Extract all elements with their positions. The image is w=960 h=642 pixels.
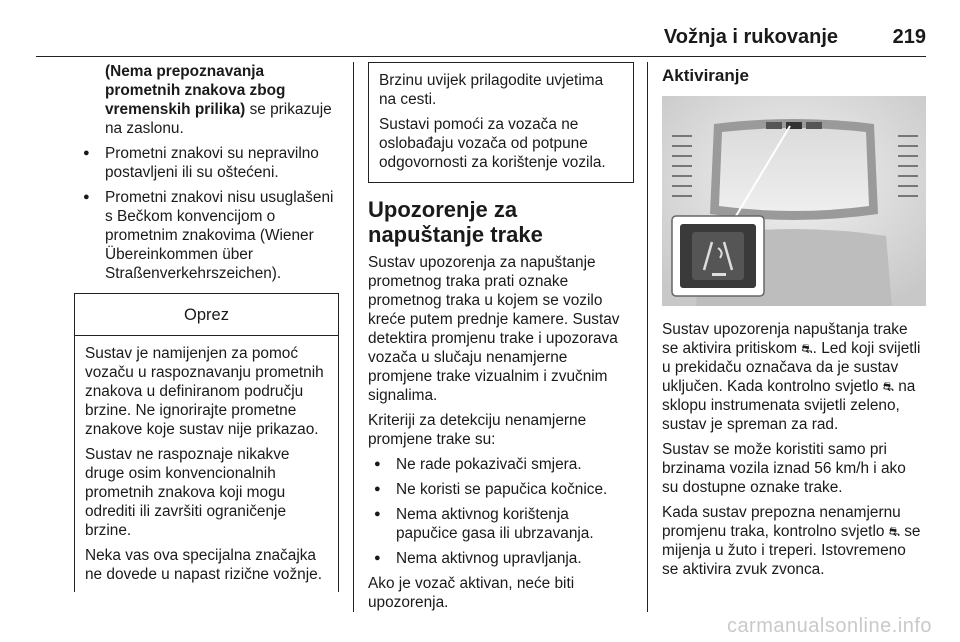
column-divider-2 bbox=[647, 62, 648, 612]
text-run: Sustav upozorenja napuštanja trake se aktivira pritiskom bbox=[662, 321, 908, 357]
caution-title: Oprez bbox=[75, 294, 338, 336]
continuation-rest: se prikazuje na zaslonu. bbox=[105, 101, 332, 137]
lane-departure-icon: ⛐ bbox=[801, 341, 813, 356]
caution-paragraph: Sustavi pomoći za vozača ne oslobađaju vozača od potpune odgovornosti za korištenje vozila. bbox=[379, 116, 606, 171]
criteria-intro: Kriteriji za detekciju nenamjerne promjene trake su: bbox=[368, 412, 587, 448]
dashboard-illustration-svg bbox=[662, 96, 926, 306]
caution-paragraph: Brzinu uvijek prilagodite uvjetima na cesti. bbox=[379, 72, 604, 108]
text-run: Kada sustav prepozna nenamjernu promjenu traka, kontrolno svjetlo bbox=[662, 504, 901, 540]
list-item: ● Nema aktivnog korištenja papučice gasa ili ubrzavanja. bbox=[368, 505, 634, 543]
activation-paragraph bbox=[662, 320, 926, 434]
criteria-list bbox=[368, 455, 634, 568]
column-1 bbox=[77, 62, 339, 592]
caution-box bbox=[74, 293, 339, 592]
continuation-bold: (Nema prepoznavanja prometnih znakova zbog vremenskih prilika) bbox=[105, 63, 286, 118]
section-heading: Aktiviranje bbox=[662, 66, 749, 85]
column-2 bbox=[368, 62, 634, 618]
text-run: se mijenja u žuto i treperi. Istovremeno se aktivira zvuk zvonca. bbox=[662, 523, 921, 578]
text-run: na sklopu instrumenata svijetli zeleno, sustav je spreman za rad. bbox=[662, 378, 916, 433]
intro-paragraph: Sustav upozorenja za napuštanje prometnog traka prati oznake prometnog traka u kojem se vozilo kreće putem prednje kamere. Sustav detektira promjenu trake i upozorava vozača u slučaju nenamjerne promjene trake vizualnim i zvučnim signalima. bbox=[368, 254, 620, 404]
column-3 bbox=[662, 62, 926, 585]
lane-departure-icon: ⛐ bbox=[882, 379, 894, 394]
continuation-text bbox=[77, 62, 339, 138]
lane-departure-icon: ⛐ bbox=[888, 524, 900, 539]
list-item: ● Prometni znakovi su nepravilno postavljeni ili su oštećeni. bbox=[77, 144, 339, 182]
list-item: ● Nema aktivnog upravljanja. bbox=[368, 549, 634, 568]
column-divider-1 bbox=[353, 62, 354, 612]
caution-box-continued bbox=[368, 62, 634, 183]
warning-paragraph bbox=[662, 503, 926, 579]
list-item: ● Ne koristi se papučica kočnice. bbox=[368, 480, 634, 499]
text-run: . Led koji svijetli u prekidaču označava da je sustav uključen. Kada kontrolno svjetlo bbox=[662, 340, 921, 395]
speed-paragraph: Sustav se može koristiti samo pri brzinama vozila iznad 56 km/h i ako su dostupne oznake trake. bbox=[662, 441, 906, 496]
header-rule bbox=[36, 56, 926, 57]
page-number: 219 bbox=[892, 26, 926, 48]
caution-paragraph: Sustav je namijenjen za pomoć vozaču u raspoznavanju prometnih znakova u definiranom području brzine. Ne ignorirajte prometne znakove koje sustav nije prikazao. bbox=[85, 345, 324, 438]
list-item: ● Ne rade pokazivači smjera. bbox=[368, 455, 634, 474]
section-title: Upozorenje za napuštanje trake bbox=[368, 197, 543, 247]
page-title: Vožnja i rukovanje bbox=[663, 26, 838, 48]
list-item: ● Prometni znakovi nisu usuglašeni s Bečkom konvencijom o prometnim znakovima (Wiener Übereinkommen über Straßenverkehrszeichen). bbox=[77, 188, 339, 283]
caution-paragraph: Neka vas ova specijalna značajka ne dovede u napast rizične vožnje. bbox=[85, 547, 322, 583]
dashboard-illustration bbox=[662, 96, 926, 306]
col1-bullet-list bbox=[77, 144, 339, 283]
watermark: carmanualsonline.info bbox=[726, 615, 932, 637]
caution-body bbox=[75, 336, 338, 592]
page-header bbox=[36, 26, 926, 58]
caution-paragraph: Sustav ne raspoznaje nikakve druge osim konvencionalnih prometnih znakova koji mogu odrediti ili završiti ograničenje brzine. bbox=[85, 446, 290, 539]
closing-paragraph: Ako je vozač aktivan, neće biti upozorenja. bbox=[368, 575, 575, 611]
